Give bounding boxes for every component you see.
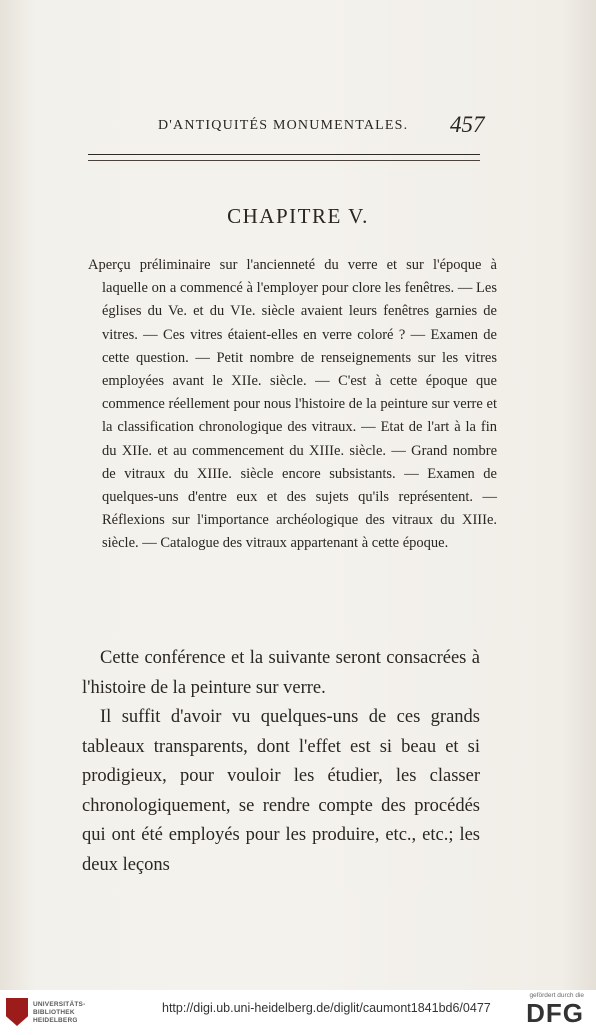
running-head-title: D'ANTIQUITÉS MONUMENTALES. — [158, 118, 409, 133]
dfg-logo[interactable] — [498, 992, 588, 1032]
running-head — [0, 112, 596, 142]
library-name-line-1: UNIVERSITÄTS- — [33, 1001, 86, 1008]
sponsor-logo-text: DFG — [526, 998, 584, 1028]
library-name-line-2: BIBLIOTHEK — [33, 1009, 75, 1016]
shield-icon — [6, 998, 28, 1026]
body-text — [82, 644, 480, 880]
viewer-footer — [0, 990, 596, 1035]
chapter-summary: Aperçu préliminaire sur l'ancienneté du verre et sur l'époque à laquelle on a commencé à l'employer pour clore les fenêtres. — Les églises du Ve. et du VIe. siècle avaient leurs fenêtres garnies de vitres. — Ces vitres étaient-elles en verre coloré ? — Examen de cette question. — Petit nombre de renseignements sur les vitres employées avant le XIIe. siècle. — C'est à cette époque que commence réellement pour nous l'histoire de la peinture sur verre et la classification chronologique des vitraux. — Etat de l'art à la fin du XIIe. et au commencement du XIIIe. siècle. — Grand nombre de vitraux du XIIIe. siècle encore subsistants. — Examen de quelques-uns d'entre eux et des sujets qu'ils représentent. — Réflexions sur l'importance archéologique des vitraux du XIIIe. siècle. — Catalogue des vitraux appartenant à cette époque. — [88, 257, 497, 552]
sponsor-caption: gefördert durch die — [529, 992, 584, 999]
paragraph-2: Il suffit d'avoir vu quelques-uns de ces grands tableaux transparents, dont l'effet est si beau et si prodigieux, pour vouloir les étudier, les classer chronologiquement, se rendre compte des procédés qui ont été employés pour les produire, etc., etc.; les deux leçons — [82, 707, 480, 875]
header-rule-thick — [88, 154, 480, 155]
chapter-title: CHAPITRE V. — [227, 204, 369, 228]
university-library-logo[interactable] — [6, 996, 86, 1030]
page-number: 457 — [450, 112, 485, 137]
library-name-line-3: HEIDELBERG — [33, 1017, 78, 1024]
header-rule-thin — [88, 160, 480, 161]
paragraph-1: Cette conférence et la suivante seront consacrées à l'histoire de la peinture sur verre. — [82, 648, 480, 698]
permalink-url[interactable]: http://digi.ub.uni-heidelberg.de/diglit/caumont1841bd6/0477 — [162, 1001, 491, 1015]
